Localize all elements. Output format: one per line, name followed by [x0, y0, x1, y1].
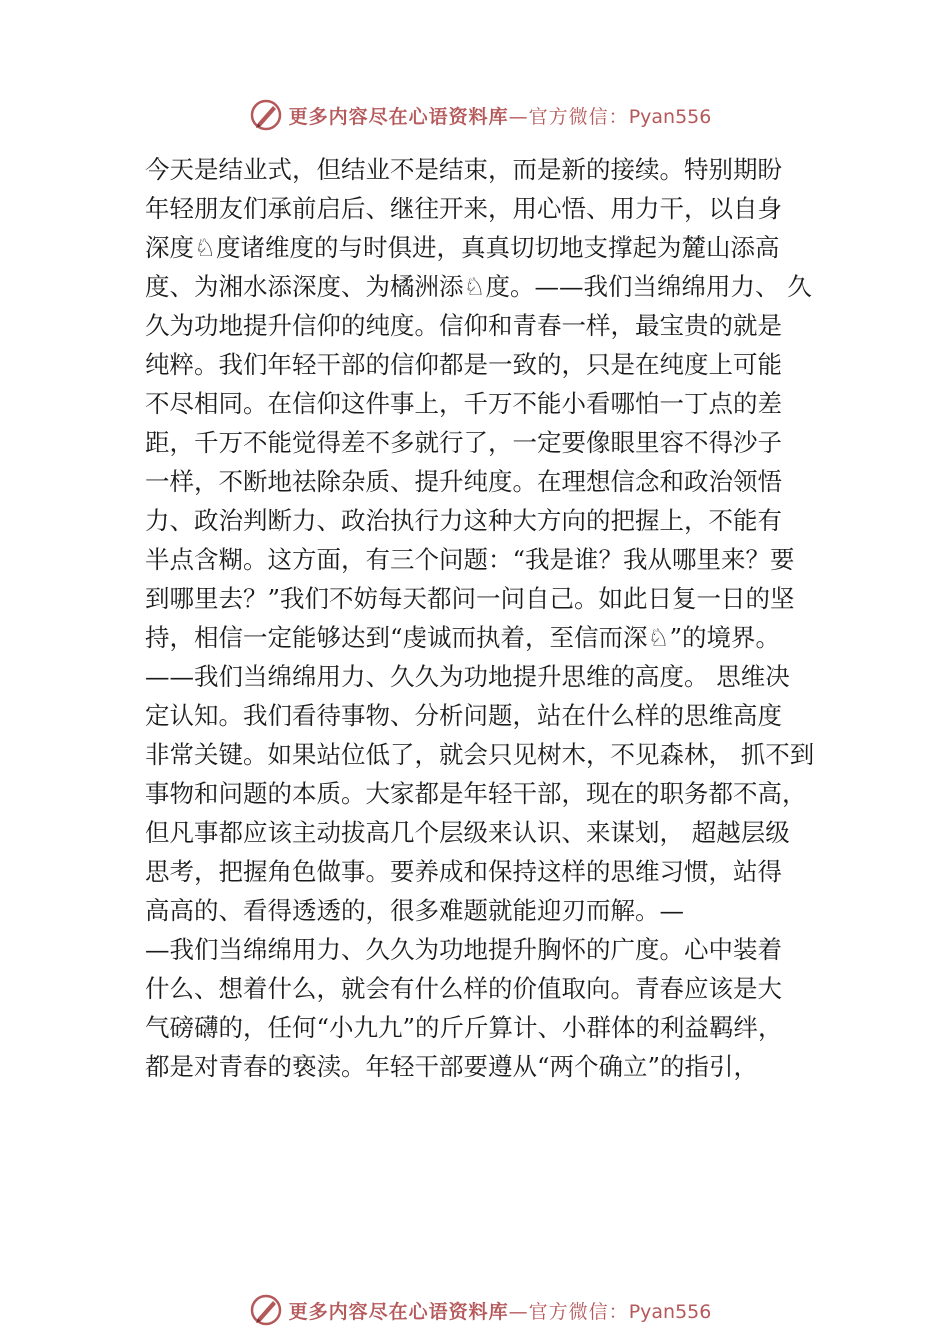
- pen-seal-logo-icon: [249, 1293, 283, 1327]
- body-line: 久为功地提升信仰的纯度。信仰和青春一样，最宝贵的就是: [145, 311, 782, 340]
- footer-watermark-inner: [249, 1293, 712, 1327]
- body-line: 度、为湘水添深度、为橘洲添♘度。——我们当绵绵用力、 久: [145, 272, 812, 301]
- watermark-text: [289, 1297, 712, 1324]
- body-line: 持，相信一定能够达到“虔诚而执着，至信而深♘”的境界。: [145, 623, 781, 652]
- watermark-main: 更多内容尽在心语资料库: [288, 105, 509, 128]
- watermark-wechat-label: 官方微信：: [528, 105, 629, 128]
- body-line: 到哪里去？”我们不妨每天都问一问自己。如此日复一日的坚: [145, 584, 795, 613]
- body-line: 思考，把握角色做事。要养成和保持这样的思维习惯，站得: [145, 857, 782, 886]
- body-line: ——我们当绵绵用力、久久为功地提升思维的高度。 思维决: [145, 662, 790, 691]
- body-line: 非常关键。如果站位低了，就会只见树木，不见森林， 抓不到: [145, 740, 815, 769]
- watermark-wechat-id: Pyan556: [628, 1300, 712, 1323]
- body-line: 深度♘度诸维度的与时俱进，真真切切地支撑起为麓山添高: [145, 233, 780, 262]
- body-line: 年轻朋友们承前启后、继往开来，用心悟、用力干，以自身: [145, 194, 782, 223]
- watermark-dash: —: [508, 1300, 529, 1323]
- body-line: 距，千万不能觉得差不多就行了，一定要像眼里容不得沙子: [145, 428, 782, 457]
- body-line: 定认知。我们看待事物、分析问题，站在什么样的思维高度: [145, 701, 782, 730]
- body-line: 事物和问题的本质。大家都是年轻干部，现在的职务都不高，: [145, 779, 807, 808]
- watermark-text: [289, 102, 712, 129]
- header-watermark-inner: [249, 98, 712, 132]
- body-line: 都是对青春的亵渎。年轻干部要遵从“两个确立”的指引，: [145, 1052, 759, 1081]
- pen-seal-logo-icon: [249, 98, 283, 132]
- body-line: 但凡事都应该主动拔高几个层级来认识、来谋划， 超越层级: [145, 818, 790, 847]
- body-line: 纯粹。我们年轻干部的信仰都是一致的，只是在纯度上可能: [145, 350, 782, 379]
- body-line: —我们当绵绵用力、久久为功地提升胸怀的广度。心中装着: [145, 935, 782, 964]
- body-line: 什么、想着什么，就会有什么样的价值取向。青春应该是大: [145, 974, 782, 1003]
- body-line: 半点含糊。这方面，有三个问题：“我是谁？我从哪里来？要: [145, 545, 795, 574]
- watermark-dash: —: [508, 105, 529, 128]
- watermark-wechat-id: Pyan556: [628, 105, 712, 128]
- document-body: [145, 150, 835, 1086]
- body-line: 高高的、看得透透的，很多难题就能迎刃而解。—: [145, 896, 684, 925]
- body-line: 不尽相同。在信仰这件事上，千万不能小看哪怕一丁点的差: [145, 389, 782, 418]
- header-watermark: [0, 95, 950, 135]
- watermark-main: 更多内容尽在心语资料库: [288, 1300, 509, 1323]
- body-line: 气磅礴的，任何“小九九”的斤斤算计、小群体的利益羁绊，: [145, 1013, 783, 1042]
- body-line: 一样，不断地祛除杂质、提升纯度。在理想信念和政治领悟: [145, 467, 782, 496]
- body-line: 今天是结业式，但结业不是结束，而是新的接续。特别期盼: [145, 155, 782, 184]
- footer-watermark: [0, 1290, 950, 1330]
- body-line: 力、政治判断力、政治执行力这种大方向的把握上，不能有: [145, 506, 782, 535]
- watermark-wechat-label: 官方微信：: [528, 1300, 629, 1323]
